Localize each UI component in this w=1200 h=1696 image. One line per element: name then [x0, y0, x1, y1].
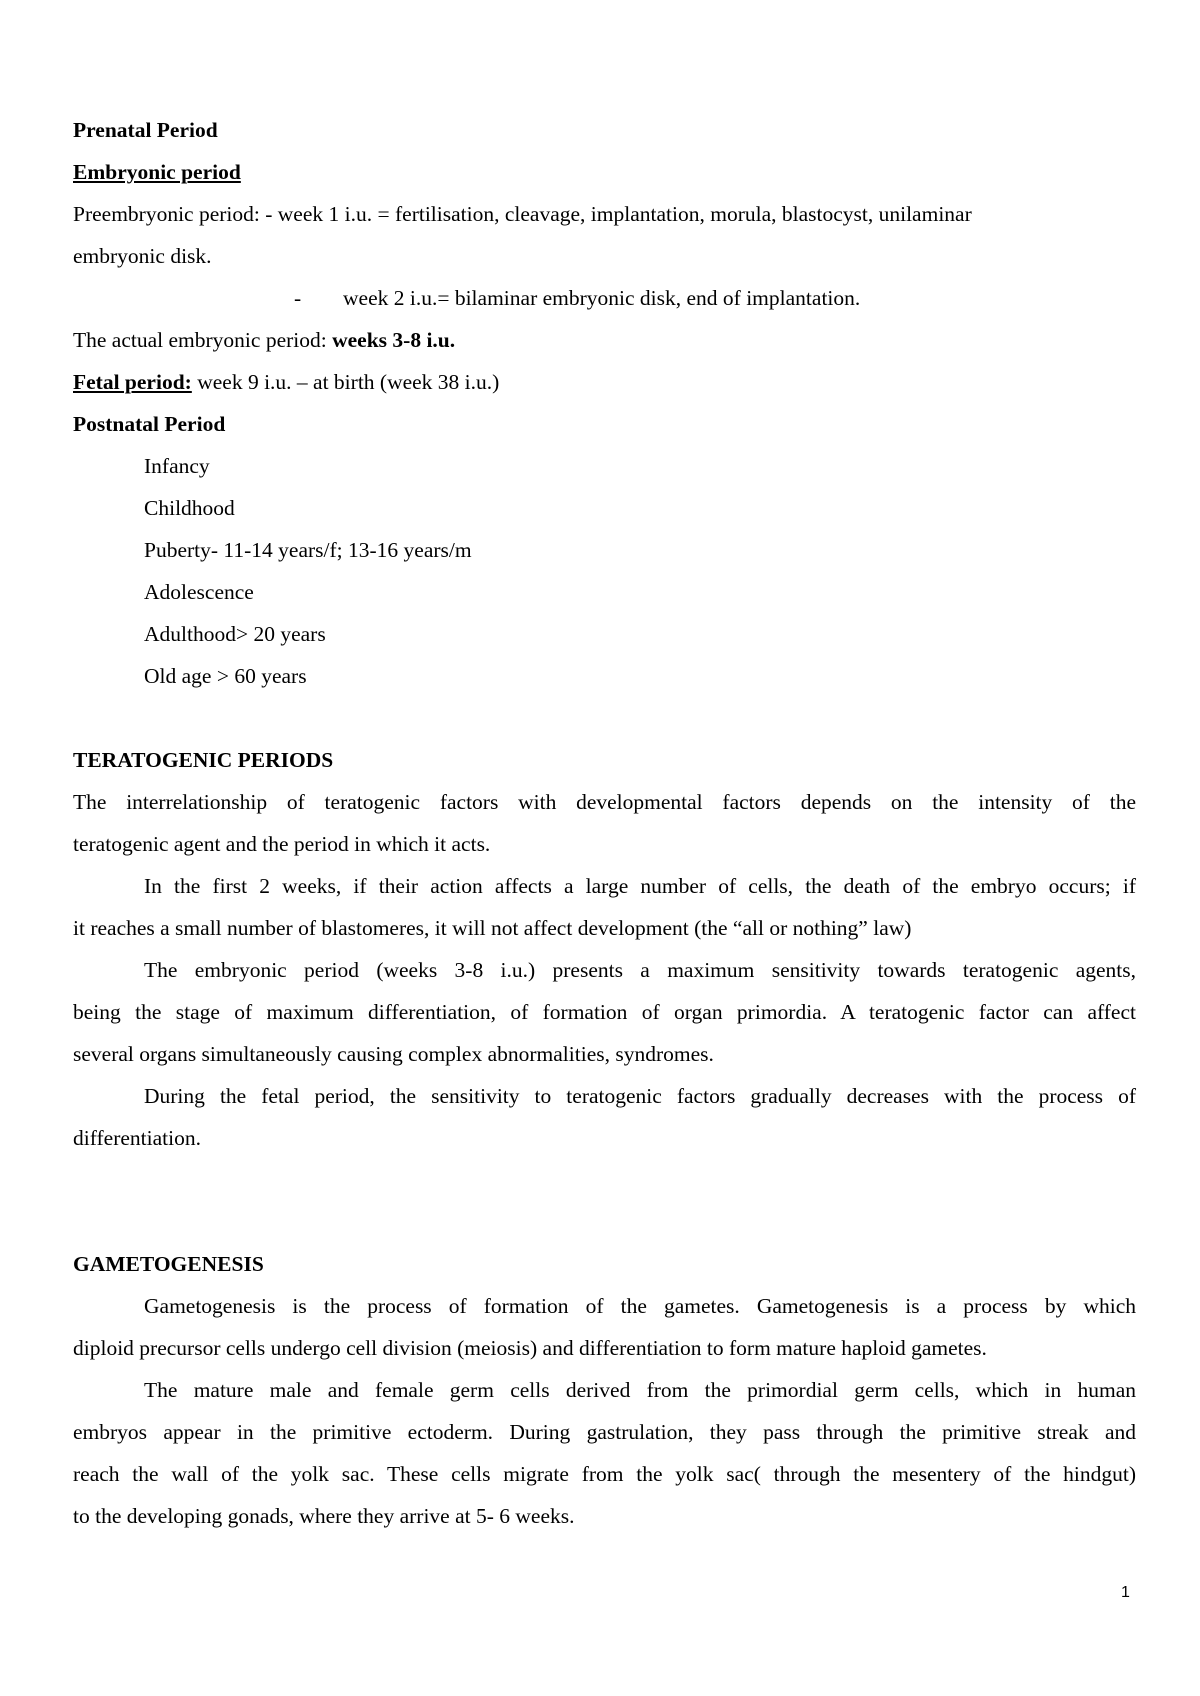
teratogenic-line: it reaches a small number of blastomeres, it will not affect development (the “all or nothing” law) [73, 916, 912, 940]
page-number: 1 [1121, 1584, 1130, 1601]
actual-embryonic-weeks: weeks 3-8 i.u. [332, 328, 456, 352]
preembryonic-line-2: embryonic disk. [73, 244, 212, 268]
actual-embryonic-period-line [73, 327, 455, 353]
postnatal-item-puberty: Puberty- 11-14 years/f; 13-16 years/m [144, 538, 472, 562]
postnatal-item-adulthood: Adulthood> 20 years [144, 622, 326, 646]
gametogenesis-line: reach the wall of the yolk sac. These cells migrate from the yolk sac( through the mesentery of the hindgut) [73, 1462, 1136, 1486]
week2-dash: - [294, 286, 302, 310]
week2-line: week 2 i.u.= bilaminar embryonic disk, end of implantation. [343, 286, 861, 310]
teratogenic-line: During the fetal period, the sensitivity to teratogenic factors gradually decreases with the process of [144, 1084, 1136, 1108]
actual-embryonic-prefix: The actual embryonic period: [73, 328, 333, 352]
postnatal-item-childhood: Childhood [144, 496, 235, 520]
teratogenic-line: several organs simultaneously causing complex abnormalities, syndromes. [73, 1042, 714, 1066]
teratogenic-line: In the first 2 weeks, if their action affects a large number of cells, the death of the embryo occurs; if [144, 874, 1136, 898]
teratogenic-line: The interrelationship of teratogenic factors with developmental factors depends on the intensity of the [73, 790, 1136, 814]
gametogenesis-heading: GAMETOGENESIS [73, 1252, 264, 1276]
preembryonic-line-1: Preembryonic period: - week 1 i.u. = fertilisation, cleavage, implantation, morula, blastocyst, unilaminar [73, 202, 972, 226]
gametogenesis-line: embryos appear in the primitive ectoderm. During gastrulation, they pass through the primitive streak and [73, 1420, 1136, 1444]
teratogenic-line: teratogenic agent and the period in which it acts. [73, 832, 491, 856]
postnatal-period-heading: Postnatal Period [73, 412, 226, 436]
postnatal-item-old-age: Old age > 60 years [144, 664, 307, 688]
teratogenic-line: differentiation. [73, 1126, 201, 1150]
postnatal-item-adolescence: Adolescence [144, 580, 254, 604]
gametogenesis-line: Gametogenesis is the process of formation of the gametes. Gametogenesis is a process by which [144, 1294, 1136, 1318]
fetal-period-label: Fetal period: [73, 370, 192, 394]
gametogenesis-line: diploid precursor cells undergo cell division (meiosis) and differentiation to form mature haploid gametes. [73, 1336, 987, 1360]
postnatal-item-infancy: Infancy [144, 454, 210, 478]
teratogenic-periods-heading: TERATOGENIC PERIODS [73, 748, 334, 772]
embryonic-period-heading: Embryonic period [73, 160, 241, 184]
teratogenic-line: being the stage of maximum differentiation, of formation of organ primordia. A teratogenic factor can affect [73, 1000, 1136, 1024]
prenatal-period-heading: Prenatal Period [73, 118, 218, 142]
gametogenesis-line: to the developing gonads, where they arrive at 5- 6 weeks. [73, 1504, 575, 1528]
fetal-period-line [73, 369, 499, 395]
fetal-period-text: week 9 i.u. – at birth (week 38 i.u.) [191, 370, 500, 394]
gametogenesis-line: The mature male and female germ cells derived from the primordial germ cells, which in human [144, 1378, 1136, 1402]
teratogenic-line: The embryonic period (weeks 3-8 i.u.) presents a maximum sensitivity towards teratogenic agents, [144, 958, 1136, 982]
